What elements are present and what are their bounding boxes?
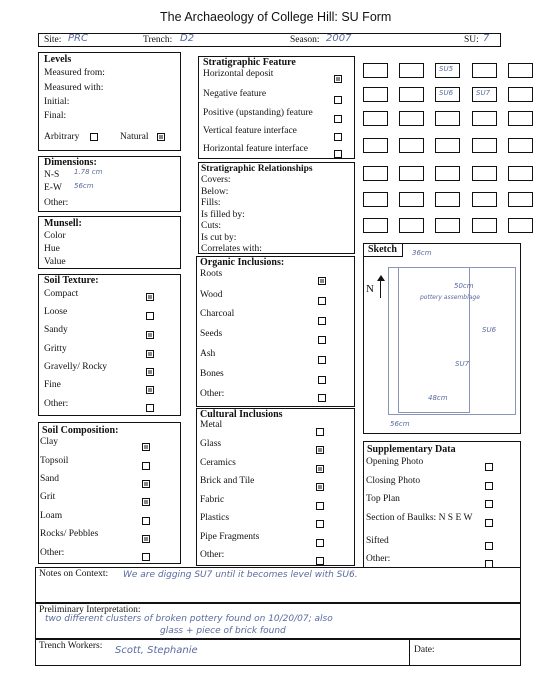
feature-horizontal-interface-checkbox[interactable] [334,150,342,158]
organic-bones-checkbox[interactable] [318,376,326,384]
organic-wood-checkbox[interactable] [318,297,326,305]
texture-compact-label: Compact [44,289,79,299]
cultural-pipe-label: Pipe Fragments [200,532,260,542]
measured-from-label: Measured from: [44,68,105,78]
comp-topsoil-checkbox[interactable] [142,462,150,470]
texture-fine-checkbox[interactable] [146,386,154,394]
texture-gravelly-label: Gravelly/ Rocky [44,362,108,372]
ew-field[interactable]: 56cm [74,182,94,190]
cultural-metal-checkbox[interactable] [316,428,324,436]
season-field[interactable]: 2007 [326,33,352,44]
su-grid-cell[interactable] [399,138,424,153]
comp-rocks-checkbox[interactable] [142,535,150,543]
munsell-value: Value [44,257,66,267]
organic-charcoal-checkbox[interactable] [318,317,326,325]
workers-field[interactable]: Scott, Stephanie [115,645,198,656]
su-grid-cell[interactable] [508,87,533,102]
su-grid-cell[interactable] [363,166,388,181]
supp-opening-photo-label: Opening Photo [366,457,424,467]
sketch-note-su7: SU7 [455,360,470,368]
ns-field[interactable]: 1.78 cm [74,168,103,176]
date-label: Date: [414,645,435,655]
comp-loam-checkbox[interactable] [142,517,150,525]
texture-fine-label: Fine [44,380,61,390]
measured-with-label: Measured with: [44,83,104,93]
rel-fills: Fills: [201,198,221,208]
su-grid-value: SU5 [439,65,454,73]
su-grid-cell[interactable] [508,138,533,153]
rel-covers: Covers: [201,175,231,185]
su-grid-cell[interactable] [508,166,533,181]
cultural-brick-checkbox[interactable] [316,483,324,491]
supp-top-plan-label: Top Plan [366,494,400,504]
notes-field[interactable]: We are digging SU7 until it becomes level with SU6. [123,570,358,580]
su-grid-cell[interactable] [435,138,460,153]
su-grid-cell[interactable] [508,192,533,207]
su-grid-cell[interactable] [399,63,424,78]
su-grid-cell[interactable] [399,87,424,102]
munsell-color: Color [44,231,66,241]
cultural-plastics-label: Plastics [200,513,230,523]
strat-relationships-heading: Stratigraphic Relationships [201,164,313,174]
interpretation-field-line1[interactable]: two different clusters of broken pottery found on 10/20/07; also [45,614,333,624]
workers-label: Trench Workers: [39,641,103,651]
arbitrary-checkbox[interactable] [90,133,98,141]
comp-sand-label: Sand [40,474,59,484]
organic-other-checkbox[interactable] [318,394,326,402]
supp-section-baulks-checkbox[interactable] [485,519,493,527]
comp-clay-checkbox[interactable] [142,443,150,451]
su-grid-cell[interactable] [399,166,424,181]
soil-composition-section [38,422,181,564]
cultural-fabric-checkbox[interactable] [316,502,324,510]
su-label: SU: [464,35,479,45]
texture-compact-checkbox[interactable] [146,293,154,301]
dimensions-heading: Dimensions: [44,157,97,168]
su-grid-value: SU6 [439,89,454,97]
organic-roots-checkbox[interactable] [318,277,326,285]
final-label: Final: [44,111,67,121]
rel-correlates: Correlates with: [201,244,262,254]
organic-wood-label: Wood [200,290,223,300]
texture-sandy-checkbox[interactable] [146,331,154,339]
organic-ash-checkbox[interactable] [318,356,326,364]
cultural-plastics-checkbox[interactable] [316,520,324,528]
cultural-brick-label: Brick and Tile [200,476,255,486]
site-field[interactable]: PRC [68,33,88,44]
su-grid-cell[interactable] [363,111,388,126]
su-grid-cell[interactable] [435,111,460,126]
north-arrow-icon [380,278,381,298]
su-grid-cell[interactable] [472,218,497,233]
cultural-metal-label: Metal [200,420,223,430]
su-grid-cell[interactable] [508,218,533,233]
su-grid-cell[interactable] [508,63,533,78]
supp-top-plan-checkbox[interactable] [485,500,493,508]
ew-label: E-W [44,183,62,193]
organic-other-label: Other: [200,389,225,399]
supp-closing-photo-checkbox[interactable] [485,482,493,490]
initial-label: Initial: [44,97,70,107]
texture-loose-checkbox[interactable] [146,312,154,320]
sketch-bottom-measure: 56cm [390,420,410,428]
cultural-fabric-label: Fabric [200,495,225,505]
su-grid-cell[interactable] [363,87,388,102]
texture-gravelly-checkbox[interactable] [146,368,154,376]
dimensions-other-label: Other: [44,198,69,208]
comp-other-label: Other: [40,548,65,558]
su-field[interactable]: 7 [483,33,490,44]
feature-horizontal-deposit-label: Horizontal deposit [203,69,274,79]
rel-filled-by: Is filled by: [201,210,245,220]
supp-sifted-label: Sifted [366,536,389,546]
su-grid-cell[interactable] [363,138,388,153]
strat-feature-heading: Stratigraphic Feature [203,57,296,68]
comp-topsoil-label: Topsoil [40,456,69,466]
su-grid-cell[interactable] [399,192,424,207]
feature-negative-label: Negative feature [203,89,267,99]
su-grid-cell[interactable] [363,63,388,78]
comp-grit-checkbox[interactable] [142,498,150,506]
organic-ash-label: Ash [200,349,216,359]
feature-horizontal-interface-label: Horizontal feature interface [203,144,308,154]
natural-checkbox[interactable] [157,133,165,141]
arbitrary-label: Arbitrary [44,132,80,142]
su-grid-cell[interactable] [435,166,460,181]
sketch-note-pottery: pottery assemblage [420,294,480,301]
sketch-heading: Sketch [368,244,397,255]
texture-loose-label: Loose [44,307,68,317]
su-grid-cell[interactable] [399,218,424,233]
interpretation-label: Preliminary Interpretation: [39,605,141,615]
su-grid-cell[interactable] [472,166,497,181]
texture-gritty-checkbox[interactable] [146,350,154,358]
su-grid-cell[interactable] [363,192,388,207]
sketch-heading-underline [363,256,403,257]
supp-opening-photo-checkbox[interactable] [485,463,493,471]
comp-loam-label: Loam [40,511,63,521]
organic-charcoal-label: Charcoal [200,309,235,319]
north-arrow-head-icon [377,275,385,281]
trench-field[interactable]: D2 [180,33,195,44]
header-strip [38,33,501,47]
date-divider [409,639,410,666]
natural-label: Natural [120,132,149,142]
sketch-top-measure: 36cm [412,249,432,257]
su-grid-cell[interactable] [399,111,424,126]
rel-below: Below: [201,187,229,197]
soil-texture-heading: Soil Texture: [44,275,99,286]
cultural-other-checkbox[interactable] [316,557,324,565]
comp-grit-label: Grit [40,492,56,502]
su-grid-value: SU7 [476,89,491,97]
ns-label: N-S [44,170,60,180]
feature-horizontal-deposit-checkbox[interactable] [334,75,342,83]
site-label: Site: [44,35,62,45]
organic-heading: Organic Inclusions: [200,257,285,268]
sketch-note-48cm: 48cm [428,394,448,402]
su-grid-cell[interactable] [435,192,460,207]
su-grid-cell[interactable] [472,63,497,78]
su-grid-cell[interactable] [363,218,388,233]
supp-other-label: Other: [366,554,391,564]
su-grid-cell[interactable] [472,111,497,126]
cultural-pipe-checkbox[interactable] [316,539,324,547]
organic-seeds-checkbox[interactable] [318,336,326,344]
texture-sandy-label: Sandy [44,325,68,335]
rel-cuts: Cuts: [201,221,222,231]
supp-closing-photo-label: Closing Photo [366,476,421,486]
notes-label: Notes on Context: [39,569,109,579]
feature-negative-checkbox[interactable] [334,96,342,104]
munsell-hue: Hue [44,244,60,254]
cultural-glass-checkbox[interactable] [316,446,324,454]
soil-composition-heading: Soil Composition: [42,425,119,436]
munsell-heading: Munsell: [44,218,82,229]
levels-heading: Levels [44,54,72,65]
feature-positive-label: Positive (upstanding) feature [203,108,313,118]
supplementary-heading: Supplementary Data [367,444,456,455]
texture-gritty-label: Gritty [44,344,67,354]
cultural-ceramics-checkbox[interactable] [316,465,324,473]
supp-sifted-checkbox[interactable] [485,542,493,550]
sketch-heading-divider [402,243,403,257]
rel-cut-by: Is cut by: [201,233,237,243]
north-label: N [366,283,374,295]
cultural-glass-label: Glass [200,439,222,449]
comp-sand-checkbox[interactable] [142,480,150,488]
sketch-note-su6: SU6 [482,326,497,334]
supp-section-baulks-label: Section of Baulks: N S E W [366,513,473,523]
organic-seeds-label: Seeds [200,329,223,339]
organic-bones-label: Bones [200,369,224,379]
texture-other-checkbox[interactable] [146,404,154,412]
su-grid-cell[interactable] [472,192,497,207]
texture-other-label: Other: [44,399,69,409]
cultural-ceramics-label: Ceramics [200,458,236,468]
comp-rocks-label: Rocks/ Pebbles [40,529,99,539]
cultural-other-label: Other: [200,550,225,560]
sketch-right-measure: 50cm [454,282,474,290]
season-label: Season: [290,35,320,45]
su-grid-cell[interactable] [508,111,533,126]
feature-vertical-interface-checkbox[interactable] [334,133,342,141]
feature-vertical-interface-label: Vertical feature interface [203,126,297,136]
organic-roots-label: Roots [200,269,223,279]
su-grid-cell[interactable] [472,138,497,153]
form-title: The Archaeology of College Hill: SU Form [160,10,392,24]
comp-other-checkbox[interactable] [142,553,150,561]
workers-section [35,639,521,666]
cultural-heading: Cultural Inclusions [200,409,283,420]
feature-positive-checkbox[interactable] [334,115,342,123]
interpretation-field-line2[interactable]: glass + piece of brick found [160,626,286,636]
comp-clay-label: Clay [40,437,58,447]
trench-label: Trench: [143,35,173,45]
su-grid-cell[interactable] [435,218,460,233]
